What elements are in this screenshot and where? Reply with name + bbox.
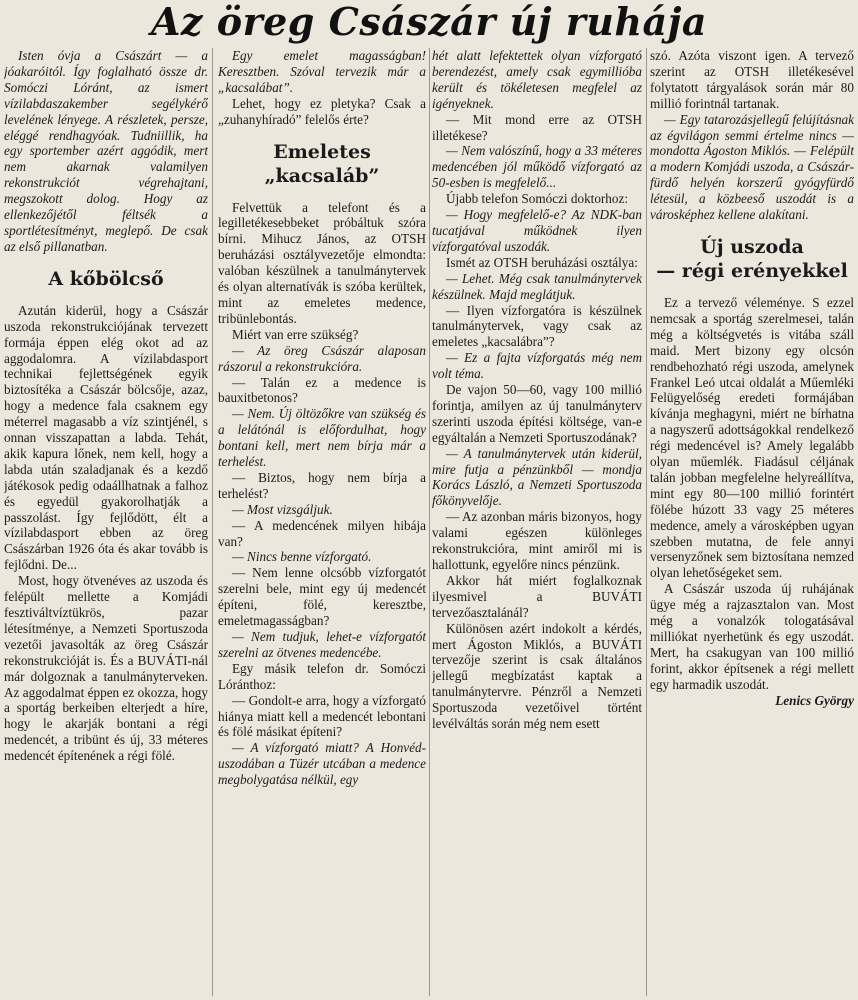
section-heading-line: „kacsaláb” [264,164,380,187]
paragraph: — Hogy megfelelő-e? Az NDK-ban tucatjával működnek ilyen vízforgatóval uszodák. [432,207,642,254]
article-column-1 [4,48,208,996]
paragraph: — Most vizsgáljuk. [232,501,333,517]
paragraph: Felvettük a telefont és a legilletékesebbeket próbáltuk szóra bírni. Mihucz János, az OTSH beruházási osztályvezetője elmondta: valóban készülnek a tanulmánytervek és olyan alternatívák is szóba kerültek, mint az emeletes medence, tribünlebontás. [218,199,426,326]
paragraph: Azután kiderül, hogy a Császár uszoda rekonstrukciójának tervezett formája éppen elég okot ad az aggodalomra. A vízilabdasport technikai fejlettségének egyik biztosítéka a Császár bölcsője, azaz, hogy a medence fala csaknem egy méterrel magasabb a víz szintjénél, s onnan visszapattan a labda. Tehát, akik kapura lőnek, nem kell, hogy a labda után szaladjanak és a kezdő játékosok pedig odaállhatnak a falhoz és egyedül gyakorolhatják a passzolást. Így fejlődött, élt a vízilabdasport ebben az öreg Császárban 1926 óta és akar tovább is fejlődni. De... [4,302,208,573]
paragraph: Ez a tervező véleménye. S ezzel nemcsak a sportág szerelmesei, talán még a költségvetés is vitába száll maid. Mert bizony egy olcsón rendbehozható régi uszoda, amelynek Frankel Leó utcai oldalát a Műemléki Felügyelőség eredeti formájában kívánja meghagyni, miért ne bírhatna a nagyszerű adottságokkal rendelkező régi medencével is? Amely legalább olyan műemlék. Fiadásul céljának talán jobban megfelelne helyreállítva, mint egy 80—100 millió forintért fölébe húzott 33 vagy 25 méteres medence, amely a városképben ugyan szebben mutatna, de fele annyi versenyzőnek sem biztosítana nemzed olyan lehetőségeket sem. [650,294,854,581]
paragraph: — Biztos, hogy nem bírja a terhelést? [218,469,426,501]
paragraph: — Nincs benne vízforgató. [232,549,372,565]
paragraph: — Az azonban máris bizonyos, hogy valami egészen különleges rekonstrukcióra, mint amiről mi is hallottunk, egyelőre nincs pénzünk. [432,509,642,572]
column-rule [646,48,647,996]
article-column-3 [432,48,642,996]
section-heading: A kőbölcső [48,267,164,290]
paragraph: A Császár uszoda új ruhájának ügye még a rajzasztalon van. Most még a vonalzók tologatásával milliókat nyerhetünk és egy uszodát. Mert, ha csakugyan van 100 millió forint, akkor építsenek a régi mellett egy harmadik uszodát. [650,581,854,692]
paragraph: Lehet, hogy ez pletyka? Csak a „zuhanyhíradó” felelős érte? [218,95,426,127]
article-column-2 [218,48,426,996]
paragraph: Miért van erre szükség? [232,326,359,342]
paragraph: Akkor hát miért foglalkoznak ilyesmivel a BUVÁTI tervezőasztalánál? [432,572,642,620]
author-signature: Lenics György [775,692,854,708]
paragraph: — Nem tudjuk, lehet-e vízforgatót szerelni az ötvenes medencébe. [218,629,426,660]
paragraph: szó. Azóta viszont igen. A tervező szerint az OTSH illetékesével folytatott tárgyalások során már 80 millió forintnál tartanak. [650,48,854,111]
paragraph: — A tanulmánytervek után kiderül, mire futja a pénzünkből — mondja Korács László, a Nemzeti Sportuszoda főkönyvelője. [432,445,642,509]
paragraph: — Az öreg Császár alaposan rászorul a rekonstrukcióra. [218,342,426,374]
section-heading-line: Új uszoda [700,235,804,258]
paragraph: — Talán ez a medence is bauxitbetonos? [218,374,426,406]
paragraph: Egy emelet magasságban! Keresztben. Szóval tervezik már a „kacsalábat”. [218,48,426,95]
paragraph: Most, hogy ötvenéves az uszoda és felépült mellette a Komjádi fesztiváltvíztükrös, pazar létesítménye, a Nemzeti Sportuszoda vezetői javasolták az öreg Császár rekonstrukcióját is. És a BUVÁTI-nál már dolgoznak a tanulmányterveken. Az aggodalmat éppen ez okozza, hogy a sportág berkeiben elterjedt a híre, hogy le akarják bontani a régi medencét, a tribünt és új, 33 méteres medencét építenének a régi fölé. [4,573,208,764]
article-headline: Az öreg Császár új ruhája [150,0,708,44]
column-rule [212,48,213,996]
paragraph: — A vízforgató miatt? A Honvéd-uszodában a Tüzér utcában a medence megbolygatása nélkül, egy [218,740,426,788]
paragraph: — Nem valószínű, hogy a 33 méteres medencében jól működő vízforgató az 50-esben is megfelelő... [432,143,642,191]
paragraph: Egy másik telefon dr. Somóczi Lóránthoz: [218,660,426,692]
paragraph: Újabb telefon Somóczi doktorhoz: [446,191,629,207]
section-heading [218,140,426,188]
paragraph: De vajon 50—60, vagy 100 millió forintja, amilyen az új tanulmányterv szerinti uszoda építési költsége, van-e egyáltalán a Nemzeti Sportuszodának? [432,382,642,445]
paragraph: — Ilyen vízforgatóra is készülnek tanulmánytervek, vagy csak az emeletes „kacsalábra”? [432,302,642,350]
paragraph: — Nem. Új öltözőkre van szükség és a lelátónál is előfordulhat, hogy bontani kell, mert nem bírja már a terhelést. [218,406,426,470]
paragraph: Isten óvja a Császárt — a jóakaróitól. Így foglalható össze dr. Somóczi Lóránt, az ismert vízilabdaszakember segélykérő levelének lényege. A részletek, persze, eléggé rendhagyóak. Tudniillik, ha egy sportember azért aggódik, mert nem akarnak valamilyen rekonstrukciót végrehajtani, megszokott dolog. Hogy az ellenkezőjétől féltsék a sportlétesítményt, meglepő. De csak az első pillanatban. [4,48,208,254]
paragraph: — Lehet. Még csak tanulmánytervek készülnek. Majd meglátjuk. [432,270,642,302]
paragraph: hét alatt lefektettek olyan vízforgató berendezést, amely csak egymillióba került és tökéletesen megfelel az igényeknek. [432,48,642,111]
paragraph: — Mit mond erre az OTSH illetékese? [432,111,642,143]
paragraph: — Egy tatarozásjellegű felújításnak az égvilágon semmi értelme nincs — mondotta Ágoston Miklós. — Felépült a modern Komjádi uszoda, a Császár-fürdő helyén korszerű gyógyfürdő létesül, a közbeeső uszodát is a városképhez kellene alakítani. [650,111,854,223]
paragraph: — Nem lenne olcsóbb vízforgatót szerelni bele, mint egy új medencét építeni, fölé, keresztbe, emeletmagasságban? [218,565,426,629]
paragraph: — Ez a fajta vízforgatás még nem volt téma. [432,350,642,382]
paragraph: Ismét az OTSH beruházási osztálya: [446,254,638,270]
paragraph: — Gondolt-e arra, hogy a vízforgató hiánya miatt kell a medencét lebontani és fölé másikat építeni? [218,692,426,740]
paragraph: Különösen azért indokolt a kérdés, mert Ágoston Miklós, a BUVÁTI tervezője szerint is csak általános jellegű megbízatást kaptak a tanulmánytervre. Pénzről a Nemzeti Sportuszoda vezetőivel történt levélváltás során még nem esett [432,620,642,732]
column-rule [429,48,430,996]
article-column-4 [650,48,854,996]
section-heading-line: Emeletes [273,140,371,163]
section-heading-line: — régi erényekkel [656,259,848,282]
section-heading [650,235,854,283]
paragraph: — A medencének milyen hibája van? [218,517,426,549]
